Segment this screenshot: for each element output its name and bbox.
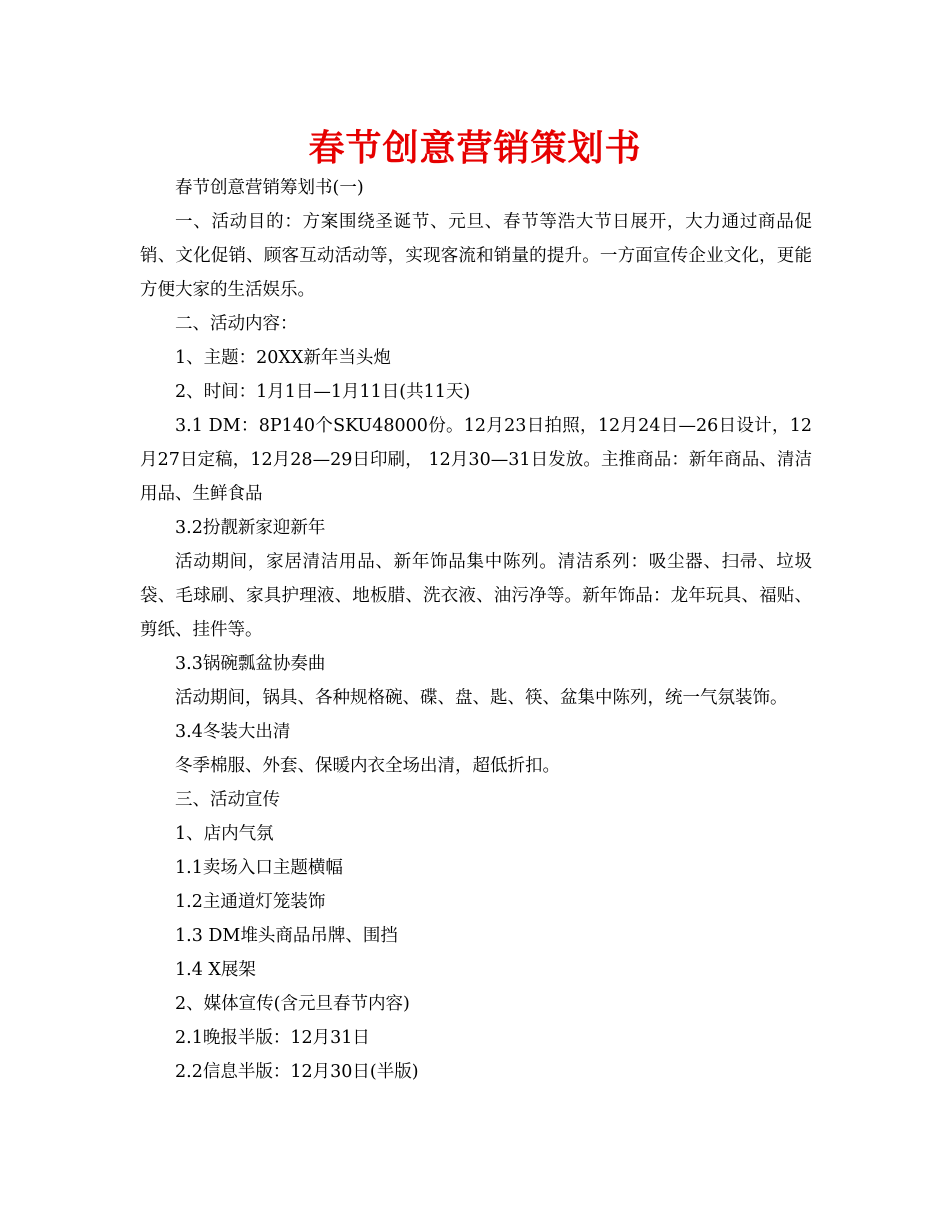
- paragraph: 活动期间，锅具、各种规格碗、碟、盘、匙、筷、盆集中陈列，统一气氛装饰。: [175, 688, 788, 708]
- paragraph: 二、活动内容：: [175, 314, 298, 334]
- paragraph: 冬季棉服、外套、保暖内衣全场出清，超低折扣。: [175, 756, 560, 776]
- paragraph: 2、时间：1月1日—1月11日(共11天): [175, 382, 471, 402]
- paragraph: 1.2主通道灯笼装饰: [175, 892, 326, 912]
- paragraph: 三、活动宣传: [175, 790, 280, 810]
- paragraph: 2.2信息半版：12月30日(半版): [175, 1062, 419, 1082]
- paragraph: 2、媒体宣传(含元旦春节内容): [175, 994, 410, 1014]
- paragraph: 1.3 DM堆头商品吊牌、围挡: [175, 926, 398, 946]
- paragraph: 3.4冬装大出清: [175, 722, 291, 742]
- paragraph: 1.1卖场入口主题横幅: [175, 858, 343, 878]
- paragraph: 3.1 DM：8P140个SKU48000份。12月23日拍照，12月24日—26日设计，12月27日定稿，12月28—29日印刷， 12月30—31日发放。主推商品：新年商品、清洁用品、生鲜食品: [140, 416, 812, 504]
- paragraph: 活动期间，家居清洁用品、新年饰品集中陈列。清洁系列：吸尘器、扫帚、垃圾袋、毛球刷、家具护理液、地板腊、洗衣液、油污净等。新年饰品：龙年玩具、福贴、剪纸、挂件等。: [140, 552, 812, 640]
- document-title: 春节创意营销策划书: [308, 127, 642, 169]
- document-body: [140, 171, 812, 1089]
- paragraph: 3.2扮靓新家迎新年: [175, 518, 326, 538]
- paragraph: 1.4 X展架: [175, 960, 256, 980]
- paragraph: 1、店内气氛: [175, 824, 274, 844]
- paragraph: 2.1晚报半版：12月31日: [175, 1028, 370, 1048]
- paragraph: 一、活动目的：方案围绕圣诞节、元旦、春节等浩大节日展开，大力通过商品促销、文化促销、顾客互动活动等，实现客流和销量的提升。一方面宣传企业文化，更能方便大家的生活娱乐。: [140, 212, 812, 300]
- paragraph: 3.3锅碗瓢盆协奏曲: [175, 654, 326, 674]
- paragraph: 春节创意营销筹划书(一): [175, 178, 364, 198]
- paragraph: 1、主题：20XX新年当头炮: [175, 348, 391, 368]
